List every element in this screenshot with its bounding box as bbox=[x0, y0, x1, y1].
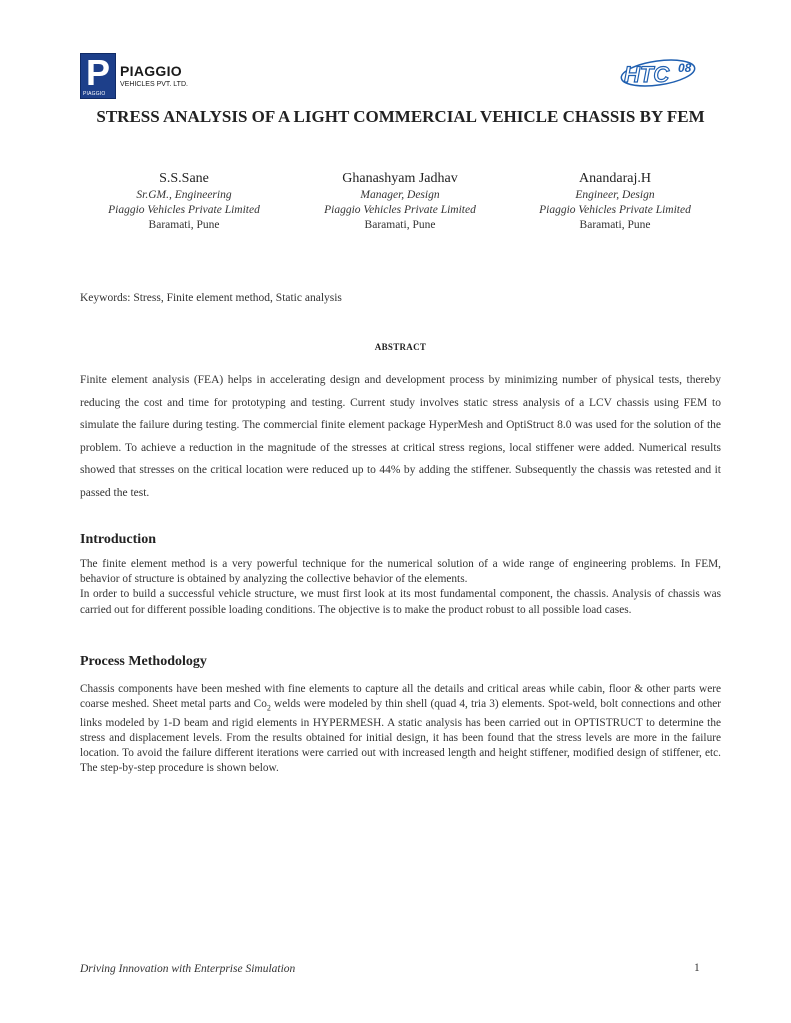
footer-tagline: Driving Innovation with Enterprise Simulation bbox=[80, 963, 296, 975]
introduction-body bbox=[80, 557, 721, 618]
introduction-paragraph: The finite element method is a very powerful technique for the numerical solution of a wide range of engineering problems. In FEM, behavior of structure is obtained by analyzing the collective behavior of the elements. bbox=[80, 558, 721, 586]
paper-title: STRESS ANALYSIS OF A LIGHT COMMERCIAL VEHICLE CHASSIS BY FEM bbox=[96, 107, 705, 126]
piaggio-logo-mark bbox=[80, 53, 116, 99]
author-block bbox=[293, 170, 507, 233]
piaggio-logo-small-text: PIAGGIO bbox=[83, 91, 106, 97]
methodology-subscript: 2 bbox=[266, 703, 271, 713]
author-name: S.S.Sane bbox=[159, 171, 209, 186]
author-location: Baramati, Pune bbox=[364, 219, 436, 231]
author-role: Engineer, Design bbox=[575, 189, 655, 201]
author-location: Baramati, Pune bbox=[579, 219, 651, 231]
htc-logo-text: HTC bbox=[624, 62, 670, 87]
author-block bbox=[508, 170, 722, 233]
piaggio-brand-text: PIAGGIO bbox=[120, 63, 182, 79]
author-location: Baramati, Pune bbox=[148, 219, 220, 231]
author-role: Sr.GM., Engineering bbox=[136, 189, 232, 201]
htc-logo bbox=[620, 56, 702, 88]
keywords-line: Keywords: Stress, Finite element method, Static analysis bbox=[80, 292, 342, 304]
methodology-text: Chassis components have been meshed with fine elements to capture all the details and critical areas while cabin, floor & other parts were coarse meshed. Sheet metal parts and Co bbox=[80, 683, 721, 711]
methodology-heading: Process Methodology bbox=[80, 654, 207, 669]
introduction-paragraph: In order to build a successful vehicle structure, we must first look at its most fundamental component, the chassis. Analysis of chassis was carried out for different possible loading conditions. The objective is to make the product robust to all possible load cases. bbox=[80, 588, 721, 616]
page-number: 1 bbox=[694, 962, 700, 974]
methodology-text: welds were modeled by thin shell (quad 4, tria 3) elements. Spot-weld, bolt connections and other links modeled by 1-D beam and rigid elements in HYPERMESH. A static analysis has been carried out in OPTISTRUCT to determine the stress and displacement levels. From the results obtained for initial design, it has been found that the stress levels are more in the failure location. To avoid the failure different iterations were carried out with increased length and height stiffener, modified design of stiffener, etc. The step-by-step procedure is shown below. bbox=[80, 698, 721, 775]
htc-logo-suffix: 08 bbox=[678, 61, 692, 75]
abstract-text: Finite element analysis (FEA) helps in accelerating design and development process by minimizing number of physical tests, thereby reducing the cost and time for prototyping and testing. Current study involves static stress analysis of a LCV chassis using FEM to simulate the failure during testing. The commercial finite element package HyperMesh and OptiStruct 8.0 was used for the solution of the problem. To achieve a reduction in the magnitude of the stresses at critical stress regions, local stiffener were added. Numerical results showed that stresses on the critical location were reduced up to 44% by adding the stiffener. Subsequently the chassis was retested and it passed the test. bbox=[80, 374, 721, 499]
piaggio-logo bbox=[80, 53, 210, 99]
methodology-paragraph bbox=[80, 682, 721, 776]
author-role: Manager, Design bbox=[360, 189, 440, 201]
author-company: Piaggio Vehicles Private Limited bbox=[324, 204, 476, 216]
author-name: Ghanashyam Jadhav bbox=[342, 171, 458, 186]
author-name: Anandaraj.H bbox=[579, 171, 651, 186]
author-company: Piaggio Vehicles Private Limited bbox=[539, 204, 691, 216]
author-block bbox=[77, 170, 291, 233]
abstract-heading: ABSTRACT bbox=[374, 342, 427, 352]
piaggio-logo-letter: P bbox=[86, 52, 111, 93]
author-company: Piaggio Vehicles Private Limited bbox=[108, 204, 260, 216]
introduction-heading: Introduction bbox=[80, 532, 156, 547]
piaggio-brand-subtitle: VEHICLES PVT. LTD. bbox=[120, 81, 188, 88]
